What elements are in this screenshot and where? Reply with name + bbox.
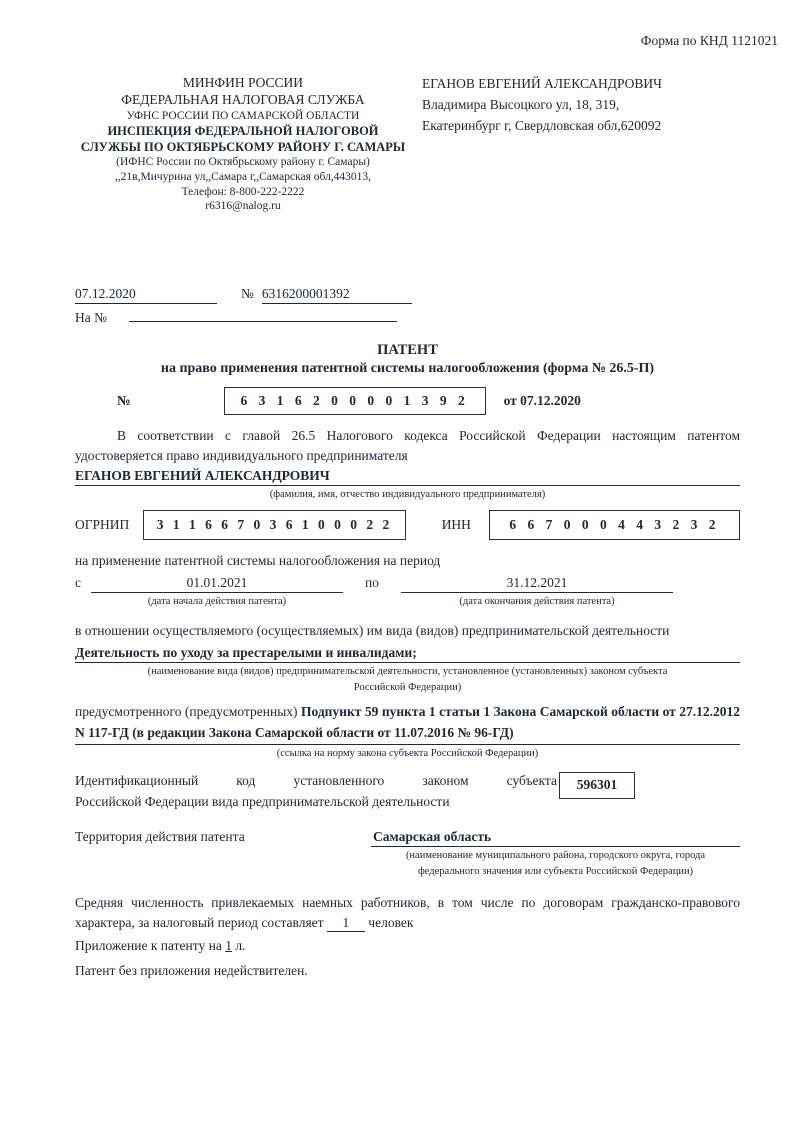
ogrnip-inn-row bbox=[75, 510, 740, 540]
period-dates-row bbox=[75, 575, 740, 609]
workers-paragraph bbox=[75, 893, 740, 934]
document-title-block bbox=[75, 342, 740, 377]
issuer-line: (ИФНС России по Октябрьскому району г. Самары) bbox=[116, 156, 370, 169]
period-to-label: по bbox=[365, 575, 379, 591]
activity-name: Деятельность по уходу за престарелыми и инвалидами; bbox=[75, 645, 740, 663]
document-title: ПАТЕНТ bbox=[377, 342, 438, 359]
territory-label: Территория действия патента bbox=[75, 829, 245, 845]
recipient-address-line: Владимира Высоцкого ул, 18, 319, bbox=[422, 96, 620, 112]
issuer-line: ИНСПЕКЦИЯ ФЕДЕРАЛЬНОЙ НАЛОГОВОЙ bbox=[107, 124, 379, 139]
issuer-line: ФЕДЕРАЛЬНАЯ НАЛОГОВАЯ СЛУЖБА bbox=[121, 92, 365, 108]
entrepreneur-name-caption: (фамилия, имя, отчество индивидуального предпринимателя) bbox=[269, 488, 546, 500]
workers-text-before: Средняя численность привлекаемых наемных работников, в том числе по договорам гражданско-правового характера, за налоговый период составляет bbox=[75, 894, 740, 930]
territory-value: Самарская область bbox=[371, 829, 740, 847]
territory-caption-line: федерального значения или субъекта Российской Федерации) bbox=[417, 866, 694, 878]
issuer-line: СЛУЖБЫ ПО ОКТЯБРЬСКОМУ РАЙОНУ Г. САМАРЫ bbox=[80, 140, 406, 155]
document-header bbox=[75, 74, 740, 214]
recipient-address-line: Екатеринбург г, Свердловская обл,620092 bbox=[422, 117, 662, 133]
issuer-address: ,,21в,Мичурина ул,,Самара г,,Самарская обл,443013, bbox=[114, 170, 372, 183]
reply-to-blank-line bbox=[129, 307, 397, 322]
law-reference-paragraph bbox=[75, 702, 740, 745]
territory-section bbox=[75, 829, 740, 878]
territory-value-wrap bbox=[371, 829, 740, 878]
workers-count: 1 bbox=[327, 916, 365, 932]
document-subtitle: на право применения патентной системы налогообложения (форма № 26.5-П) bbox=[160, 361, 655, 377]
period-end-caption: (дата окончания действия патента) bbox=[459, 596, 615, 608]
outgoing-date: 07.12.2020 bbox=[75, 286, 217, 304]
law-prefix: предусмотренного (предусмотренных) bbox=[75, 704, 301, 720]
issuer-line: МИНФИН РОССИИ bbox=[182, 75, 304, 90]
issuer-block bbox=[75, 74, 411, 214]
outgoing-number-block bbox=[75, 286, 740, 326]
activity-caption-line: Российской Федерации) bbox=[353, 681, 462, 693]
activity-code-label bbox=[75, 771, 557, 813]
period-intro: на применение патентной системы налогообложения на период bbox=[75, 553, 441, 569]
patent-number-sign: № bbox=[117, 393, 131, 409]
patent-issue-date: от 07.12.2020 bbox=[503, 393, 581, 409]
recipient-block bbox=[422, 74, 740, 214]
period-to-field bbox=[401, 575, 673, 609]
issuer-phone: Телефон: 8-800-222-2222 bbox=[181, 185, 305, 198]
law-reference: Подпункт 59 пункта 1 статьи 1 Закона Самарской области от 27.12.2012 N 117-ГД (в редакции Закона Самарской области от 11.07.2016 № 96-ГД) bbox=[75, 704, 740, 740]
territory-caption-line: (наименование муниципального района, городского округа, города bbox=[405, 850, 706, 862]
activity-code-section bbox=[75, 771, 740, 813]
issuer-line: УФНС РОССИИ ПО САМАРСКОЙ ОБЛАСТИ bbox=[126, 109, 360, 122]
intro-paragraph: В соответствии с главой 26.5 Налогового кодекса Российской Федерации настоящим патентом удостоверяется право индивидуального предпринимателя bbox=[75, 428, 740, 464]
outgoing-row bbox=[75, 286, 740, 304]
reply-to-label: На № bbox=[75, 310, 107, 326]
recipient-name: ЕГАНОВ ЕВГЕНИЙ АЛЕКСАНДРОВИЧ bbox=[422, 76, 662, 91]
period-from-label: с bbox=[75, 575, 81, 591]
form-code-knd: Форма по КНД 1121021 bbox=[640, 33, 778, 48]
inn-value-box: 6 6 7 0 0 0 4 4 3 2 3 2 bbox=[489, 510, 740, 540]
workers-text-after: человек bbox=[368, 914, 414, 930]
attachment-paragraph bbox=[75, 938, 740, 954]
activity-intro: в отношении осуществляемого (осуществляемых) им вида (видов) предпринимательской деятельности bbox=[75, 622, 670, 638]
attachment-text-before: Приложение к патенту на bbox=[75, 938, 222, 954]
patent-number-row bbox=[75, 387, 740, 415]
attachment-text-after: л. bbox=[235, 938, 246, 954]
period-start-date: 01.01.2021 bbox=[91, 575, 343, 593]
reply-to-row bbox=[75, 307, 740, 326]
outgoing-number: 6316200001392 bbox=[262, 286, 412, 304]
law-caption: (ссылка на норму закона субъекта Российской Федерации) bbox=[276, 747, 539, 759]
entrepreneur-name: ЕГАНОВ ЕВГЕНИЙ АЛЕКСАНДРОВИЧ bbox=[75, 468, 740, 486]
no-attachment-note: Патент без приложения недействителен. bbox=[75, 963, 308, 979]
ogrnip-value-box: 3 1 1 6 6 7 0 3 6 1 0 0 0 2 2 bbox=[143, 510, 405, 540]
period-from-field bbox=[91, 575, 343, 609]
issuer-email: r6316@nalog.ru bbox=[205, 200, 281, 213]
period-start-caption: (дата начала действия патента) bbox=[147, 596, 287, 608]
number-sign: № bbox=[241, 286, 254, 302]
period-end-date: 31.12.2021 bbox=[401, 575, 673, 593]
activity-code-value-box: 596301 bbox=[559, 772, 635, 799]
activity-caption-line: (наименование вида (видов) предпринимательской деятельности, установленное (установленных) законом субъекта bbox=[147, 666, 668, 678]
activity-code-label-line: Российской Федерации вида предпринимательской деятельности bbox=[75, 793, 450, 809]
ogrnip-label: ОГРНИП bbox=[75, 517, 130, 533]
patent-number-box: 6 3 1 6 2 0 0 0 0 1 3 9 2 bbox=[224, 387, 486, 415]
activity-code-label-line: Идентификационный код установленного законом субъекта bbox=[75, 772, 557, 788]
attachment-pages-count: 1 bbox=[225, 938, 232, 954]
inn-label: ИНН bbox=[441, 517, 471, 533]
